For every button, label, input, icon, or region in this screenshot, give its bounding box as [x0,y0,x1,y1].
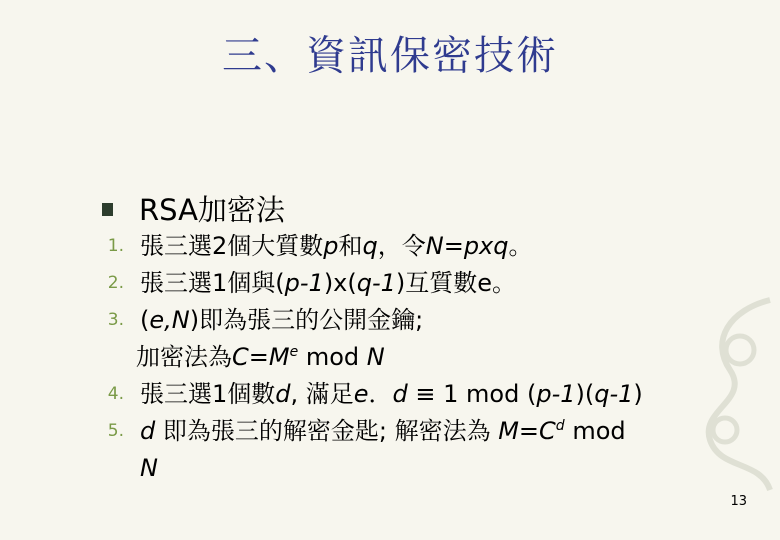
list-item-3 [88,302,768,339]
item-number: 2. [107,273,124,293]
section-heading [102,188,285,229]
math-var: d [140,417,156,445]
item-text: )x( [323,269,357,297]
item-text: mod [564,417,626,445]
decorative-ornament-icon [670,290,780,500]
math-var: e [353,380,369,408]
section-label: RSA加密法 [139,193,285,227]
item-text: )互質數e。 [395,269,517,297]
item-text: ，令 [377,232,426,260]
list-item-2 [88,265,768,302]
item-text: ) [633,380,643,408]
math-var: N [140,454,158,482]
item-text: ( [140,306,150,334]
item-text: , 滿足 [290,380,354,408]
item-text: mod [298,343,367,371]
slide-title: 三、資訊保密技術 [222,33,558,79]
superscript: e [289,344,299,360]
list-item-4 [88,376,768,413]
item-text: 加密法為 [136,343,232,371]
math-var: d [275,380,291,408]
item-number: 3. [107,310,124,330]
math-var: e,N [149,306,190,334]
item-text: )即為張三的公開金鑰; [189,306,424,334]
list-item-1 [88,228,768,265]
math-var: q-1 [594,380,634,408]
item-text: )( [575,380,595,408]
math-var: q [362,232,378,260]
item-text: 即為張三的解密金匙; 解密法為 [155,417,499,445]
numbered-list [88,228,768,487]
list-item-5-continuation [88,450,768,487]
item-text: 和 [338,232,363,260]
superscript: d [555,418,565,434]
math-var: M=C [498,417,556,445]
math-var: C=M [232,343,290,371]
item-number: 1. [107,236,124,256]
math-var: q-1 [356,269,396,297]
item-number: 5. [107,421,124,441]
item-text: 。 [508,232,533,260]
list-item-5 [88,413,768,450]
list-item-3-continuation [88,339,768,376]
math-var: d [392,380,408,408]
math-var: p-1 [536,380,576,408]
page-number: 13 [730,494,747,509]
item-number: 4. [107,384,124,404]
item-text: 張三選1個數 [140,380,276,408]
item-text: ≡ 1 mod ( [407,380,537,408]
square-bullet-icon [102,203,113,216]
math-var: N [366,343,385,371]
math-var: N=pxq [425,232,509,260]
item-text: ． [368,380,393,408]
item-text: 張三選2個大質數 [140,232,324,260]
math-var: p-1 [284,269,324,297]
math-var: p [323,232,339,260]
item-text: 張三選1個與( [140,269,285,297]
